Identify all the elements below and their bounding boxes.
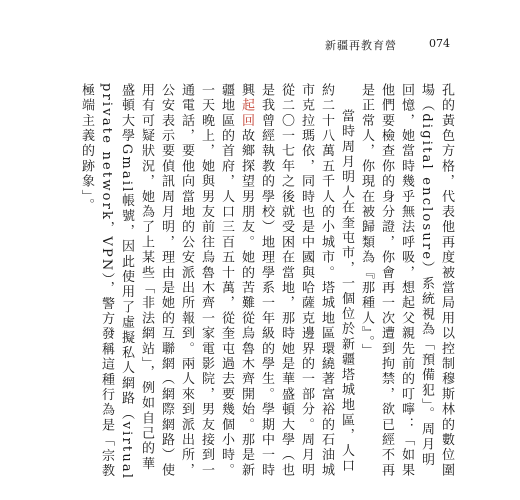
red-marked-text: 起回 bbox=[239, 98, 254, 129]
paragraph-2 bbox=[76, 83, 356, 481]
paragraph-2-text-b: 故鄉探望男朋友。她的苦難從烏魯木齊開始。那是新疆地區的首府，人口三百五十萬，從奎屯過去要幾個小時。一天晚上，她與男友前往烏魯木齊一家電影院，男友接到一通電話，要他向當地的公安派出所報到。兩人來到派出所，公安表示要偵訊周月明，理由是她的互聯網（網際網路）使用有可疑狀況，她為了上某些「非法網站」，例如自己的華盛頓大學Gmail帳號，因此使用了虛擬私人網路（virtual private network，VPN），警方發稱這種行為是「宗教極端主義的跡象」。 bbox=[79, 83, 254, 481]
page-number: 074 bbox=[429, 37, 450, 50]
vertical-body-text bbox=[66, 83, 456, 481]
paragraph-1: 孔的黃色方格，代表他再度被當局用以控制穆斯林的數位圍場（digital enclosure）系統視為「預備犯」。周月明回憶，她當時幾乎無法呼吸，想起父親先前的叮嚀：「如果他們要檢查你的身分證，你會再一次遭到拘禁，欲已經不再是正常人，你現在被歸類為『那種人』。」 bbox=[359, 83, 454, 479]
running-header-title: 新疆再教育營 bbox=[325, 39, 397, 52]
paragraph-2-text-a: 當時周月明人在奎屯市，一個位於新疆塔城地區，人口約二十八萬五千人的小城市。塔城地區環繞著富裕的石油城市克拉瑪依，同時也是中國與哈薩克邊界的一部分。周月明從二〇一七年之後就受困在當地，那時她是華盛頓大學（也是我曾經執教的學校）地理學系一年級的學生。學期中一時興 bbox=[239, 83, 354, 479]
